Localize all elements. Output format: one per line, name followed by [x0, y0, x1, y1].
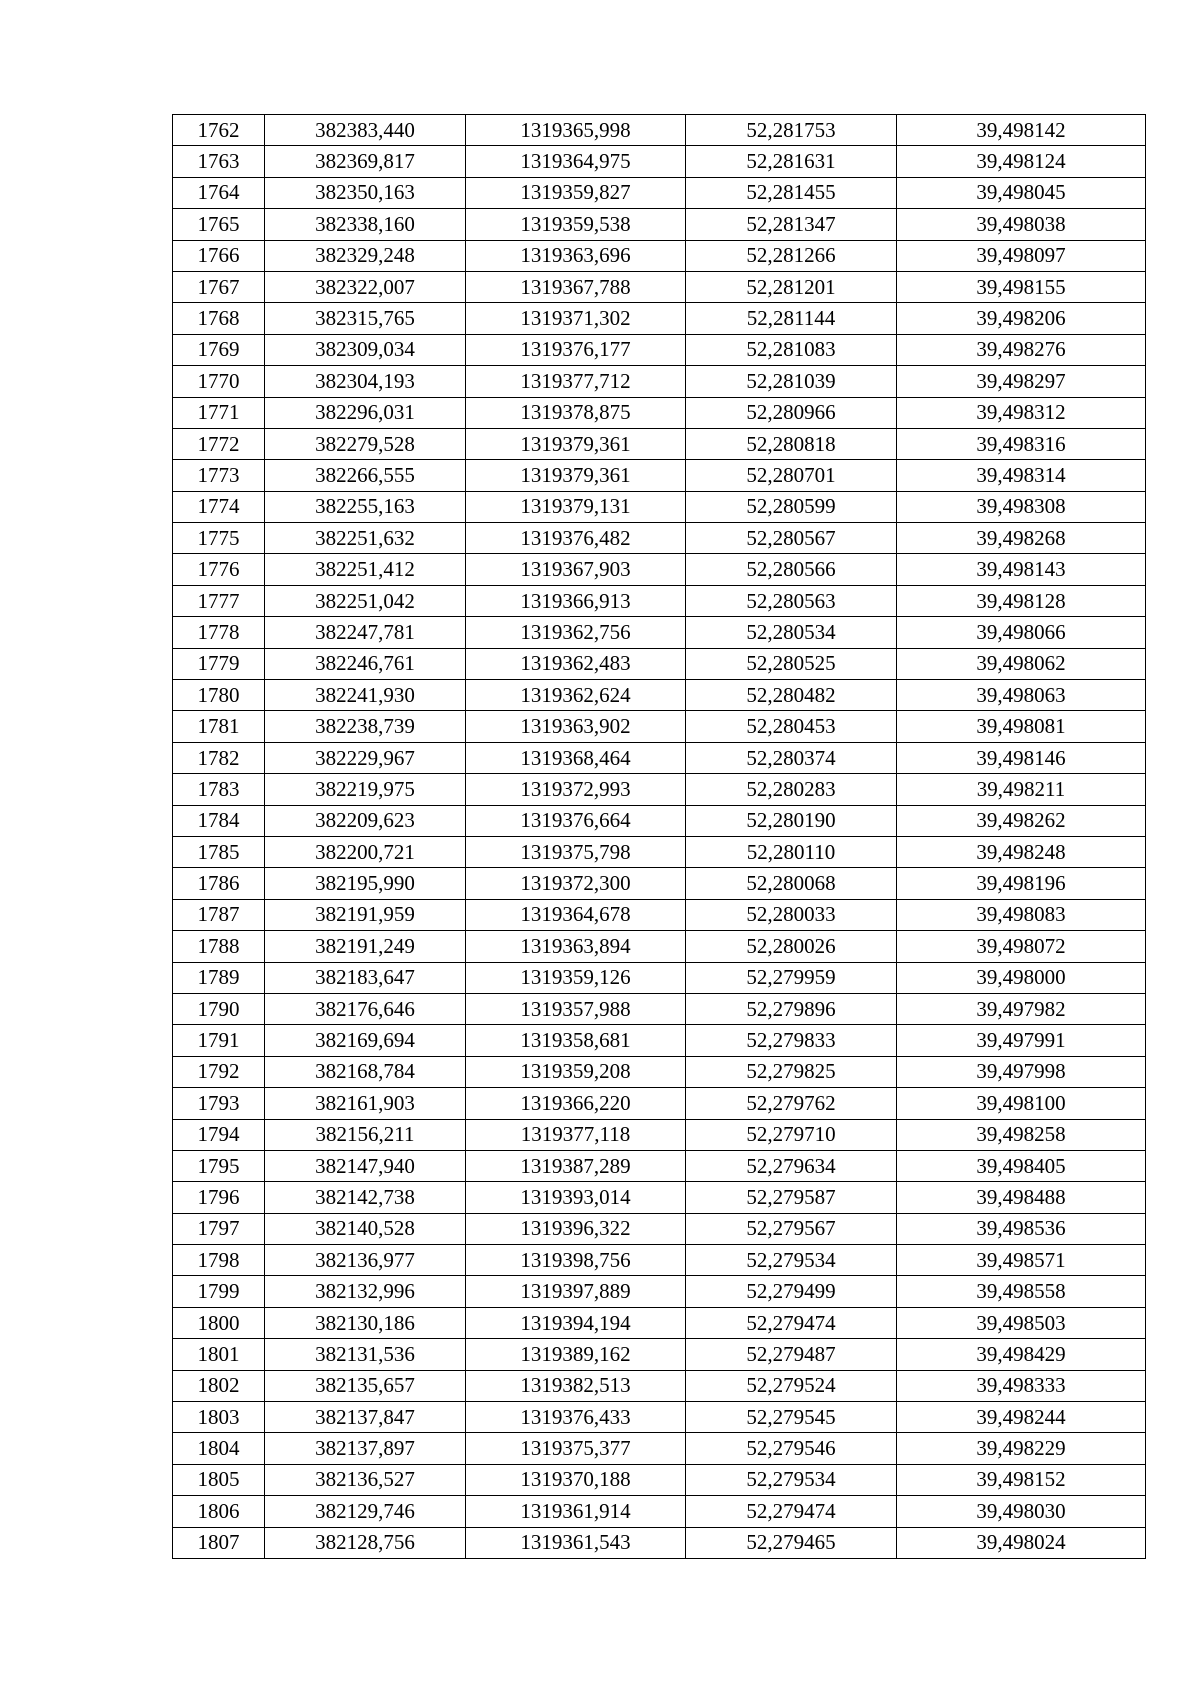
longitude-cell: 39,498211	[897, 774, 1146, 805]
coordinates-table-body	[173, 115, 1146, 1559]
y-coordinate-cell: 1319363,902	[466, 711, 686, 742]
point-number-cell: 1785	[173, 836, 265, 867]
latitude-cell: 52,280566	[686, 554, 897, 585]
latitude-cell: 52,279762	[686, 1088, 897, 1119]
latitude-cell: 52,281201	[686, 271, 897, 302]
point-number-cell: 1776	[173, 554, 265, 585]
longitude-cell: 39,498536	[897, 1213, 1146, 1244]
point-number-cell: 1799	[173, 1276, 265, 1307]
table-row	[173, 1088, 1146, 1119]
longitude-cell: 39,498258	[897, 1119, 1146, 1150]
longitude-cell: 39,498248	[897, 836, 1146, 867]
longitude-cell: 39,498100	[897, 1088, 1146, 1119]
x-coordinate-cell: 382191,249	[265, 931, 466, 962]
table-row	[173, 993, 1146, 1024]
table-row	[173, 1527, 1146, 1558]
latitude-cell: 52,281347	[686, 209, 897, 240]
x-coordinate-cell: 382241,930	[265, 680, 466, 711]
point-number-cell: 1773	[173, 460, 265, 491]
table-row	[173, 1496, 1146, 1527]
x-coordinate-cell: 382136,977	[265, 1245, 466, 1276]
point-number-cell: 1795	[173, 1150, 265, 1181]
latitude-cell: 52,280563	[686, 585, 897, 616]
table-row	[173, 334, 1146, 365]
table-row	[173, 491, 1146, 522]
table-row	[173, 931, 1146, 962]
point-number-cell: 1789	[173, 962, 265, 993]
x-coordinate-cell: 382322,007	[265, 271, 466, 302]
table-row	[173, 805, 1146, 836]
table-row	[173, 240, 1146, 271]
longitude-cell: 39,498081	[897, 711, 1146, 742]
x-coordinate-cell: 382132,996	[265, 1276, 466, 1307]
latitude-cell: 52,280534	[686, 617, 897, 648]
y-coordinate-cell: 1319367,903	[466, 554, 686, 585]
table-row	[173, 397, 1146, 428]
y-coordinate-cell: 1319396,322	[466, 1213, 686, 1244]
table-row	[173, 836, 1146, 867]
y-coordinate-cell: 1319397,889	[466, 1276, 686, 1307]
y-coordinate-cell: 1319378,875	[466, 397, 686, 428]
y-coordinate-cell: 1319359,827	[466, 177, 686, 208]
x-coordinate-cell: 382383,440	[265, 115, 466, 146]
y-coordinate-cell: 1319379,361	[466, 428, 686, 459]
x-coordinate-cell: 382369,817	[265, 146, 466, 177]
table-row	[173, 428, 1146, 459]
x-coordinate-cell: 382350,163	[265, 177, 466, 208]
table-row	[173, 1245, 1146, 1276]
latitude-cell: 52,280482	[686, 680, 897, 711]
latitude-cell: 52,280453	[686, 711, 897, 742]
latitude-cell: 52,280567	[686, 523, 897, 554]
latitude-cell: 52,281083	[686, 334, 897, 365]
point-number-cell: 1768	[173, 303, 265, 334]
x-coordinate-cell: 382209,623	[265, 805, 466, 836]
x-coordinate-cell: 382247,781	[265, 617, 466, 648]
table-row	[173, 1182, 1146, 1213]
table-row	[173, 1464, 1146, 1495]
x-coordinate-cell: 382135,657	[265, 1370, 466, 1401]
table-row	[173, 1056, 1146, 1087]
y-coordinate-cell: 1319389,162	[466, 1339, 686, 1370]
longitude-cell: 39,498405	[897, 1150, 1146, 1181]
document-page	[172, 114, 1145, 1559]
y-coordinate-cell: 1319376,433	[466, 1402, 686, 1433]
x-coordinate-cell: 382251,042	[265, 585, 466, 616]
longitude-cell: 39,497998	[897, 1056, 1146, 1087]
y-coordinate-cell: 1319359,208	[466, 1056, 686, 1087]
point-number-cell: 1797	[173, 1213, 265, 1244]
table-row	[173, 146, 1146, 177]
longitude-cell: 39,498268	[897, 523, 1146, 554]
point-number-cell: 1800	[173, 1307, 265, 1338]
table-row	[173, 648, 1146, 679]
x-coordinate-cell: 382238,739	[265, 711, 466, 742]
point-number-cell: 1792	[173, 1056, 265, 1087]
point-number-cell: 1793	[173, 1088, 265, 1119]
point-number-cell: 1796	[173, 1182, 265, 1213]
latitude-cell: 52,279545	[686, 1402, 897, 1433]
y-coordinate-cell: 1319382,513	[466, 1370, 686, 1401]
longitude-cell: 39,498062	[897, 648, 1146, 679]
table-row	[173, 366, 1146, 397]
point-number-cell: 1784	[173, 805, 265, 836]
longitude-cell: 39,498124	[897, 146, 1146, 177]
latitude-cell: 52,279825	[686, 1056, 897, 1087]
point-number-cell: 1788	[173, 931, 265, 962]
y-coordinate-cell: 1319375,377	[466, 1433, 686, 1464]
latitude-cell: 52,280525	[686, 648, 897, 679]
point-number-cell: 1772	[173, 428, 265, 459]
x-coordinate-cell: 382251,632	[265, 523, 466, 554]
point-number-cell: 1771	[173, 397, 265, 428]
y-coordinate-cell: 1319377,712	[466, 366, 686, 397]
y-coordinate-cell: 1319362,624	[466, 680, 686, 711]
latitude-cell: 52,279710	[686, 1119, 897, 1150]
point-number-cell: 1769	[173, 334, 265, 365]
x-coordinate-cell: 382266,555	[265, 460, 466, 491]
table-row	[173, 617, 1146, 648]
table-row	[173, 1402, 1146, 1433]
y-coordinate-cell: 1319363,696	[466, 240, 686, 271]
y-coordinate-cell: 1319376,177	[466, 334, 686, 365]
point-number-cell: 1775	[173, 523, 265, 554]
x-coordinate-cell: 382329,248	[265, 240, 466, 271]
table-row	[173, 680, 1146, 711]
point-number-cell: 1766	[173, 240, 265, 271]
table-row	[173, 1370, 1146, 1401]
longitude-cell: 39,498333	[897, 1370, 1146, 1401]
longitude-cell: 39,498229	[897, 1433, 1146, 1464]
point-number-cell: 1787	[173, 899, 265, 930]
latitude-cell: 52,280068	[686, 868, 897, 899]
latitude-cell: 52,280374	[686, 742, 897, 773]
longitude-cell: 39,498072	[897, 931, 1146, 962]
x-coordinate-cell: 382304,193	[265, 366, 466, 397]
longitude-cell: 39,498038	[897, 209, 1146, 240]
x-coordinate-cell: 382219,975	[265, 774, 466, 805]
y-coordinate-cell: 1319379,361	[466, 460, 686, 491]
longitude-cell: 39,497991	[897, 1025, 1146, 1056]
y-coordinate-cell: 1319393,014	[466, 1182, 686, 1213]
point-number-cell: 1806	[173, 1496, 265, 1527]
latitude-cell: 52,279833	[686, 1025, 897, 1056]
y-coordinate-cell: 1319365,998	[466, 115, 686, 146]
latitude-cell: 52,279634	[686, 1150, 897, 1181]
x-coordinate-cell: 382200,721	[265, 836, 466, 867]
point-number-cell: 1765	[173, 209, 265, 240]
longitude-cell: 39,498063	[897, 680, 1146, 711]
y-coordinate-cell: 1319370,188	[466, 1464, 686, 1495]
x-coordinate-cell: 382183,647	[265, 962, 466, 993]
point-number-cell: 1780	[173, 680, 265, 711]
table-row	[173, 1119, 1146, 1150]
x-coordinate-cell: 382315,765	[265, 303, 466, 334]
x-coordinate-cell: 382251,412	[265, 554, 466, 585]
latitude-cell: 52,279487	[686, 1339, 897, 1370]
x-coordinate-cell: 382137,897	[265, 1433, 466, 1464]
latitude-cell: 52,281039	[686, 366, 897, 397]
longitude-cell: 39,498196	[897, 868, 1146, 899]
y-coordinate-cell: 1319361,914	[466, 1496, 686, 1527]
y-coordinate-cell: 1319359,126	[466, 962, 686, 993]
latitude-cell: 52,281266	[686, 240, 897, 271]
latitude-cell: 52,280701	[686, 460, 897, 491]
table-row	[173, 742, 1146, 773]
x-coordinate-cell: 382136,527	[265, 1464, 466, 1495]
table-row	[173, 115, 1146, 146]
point-number-cell: 1783	[173, 774, 265, 805]
coordinates-table	[172, 114, 1146, 1559]
table-row	[173, 303, 1146, 334]
table-row	[173, 523, 1146, 554]
y-coordinate-cell: 1319363,894	[466, 931, 686, 962]
table-row	[173, 962, 1146, 993]
point-number-cell: 1779	[173, 648, 265, 679]
table-row	[173, 460, 1146, 491]
latitude-cell: 52,280283	[686, 774, 897, 805]
longitude-cell: 39,498206	[897, 303, 1146, 334]
x-coordinate-cell: 382129,746	[265, 1496, 466, 1527]
y-coordinate-cell: 1319376,482	[466, 523, 686, 554]
longitude-cell: 39,498083	[897, 899, 1146, 930]
point-number-cell: 1798	[173, 1245, 265, 1276]
point-number-cell: 1782	[173, 742, 265, 773]
table-row	[173, 1150, 1146, 1181]
latitude-cell: 52,279534	[686, 1464, 897, 1495]
latitude-cell: 52,279567	[686, 1213, 897, 1244]
point-number-cell: 1781	[173, 711, 265, 742]
x-coordinate-cell: 382255,163	[265, 491, 466, 522]
longitude-cell: 39,497982	[897, 993, 1146, 1024]
y-coordinate-cell: 1319376,664	[466, 805, 686, 836]
y-coordinate-cell: 1319372,300	[466, 868, 686, 899]
point-number-cell: 1790	[173, 993, 265, 1024]
longitude-cell: 39,498142	[897, 115, 1146, 146]
table-row	[173, 209, 1146, 240]
latitude-cell: 52,279474	[686, 1496, 897, 1527]
x-coordinate-cell: 382191,959	[265, 899, 466, 930]
latitude-cell: 52,280966	[686, 397, 897, 428]
latitude-cell: 52,280818	[686, 428, 897, 459]
latitude-cell: 52,280110	[686, 836, 897, 867]
longitude-cell: 39,498128	[897, 585, 1146, 616]
latitude-cell: 52,280033	[686, 899, 897, 930]
table-row	[173, 1025, 1146, 1056]
longitude-cell: 39,498429	[897, 1339, 1146, 1370]
x-coordinate-cell: 382130,186	[265, 1307, 466, 1338]
latitude-cell: 52,280026	[686, 931, 897, 962]
x-coordinate-cell: 382176,646	[265, 993, 466, 1024]
table-row	[173, 1276, 1146, 1307]
longitude-cell: 39,498262	[897, 805, 1146, 836]
y-coordinate-cell: 1319367,788	[466, 271, 686, 302]
latitude-cell: 52,281144	[686, 303, 897, 334]
latitude-cell: 52,279465	[686, 1527, 897, 1558]
y-coordinate-cell: 1319372,993	[466, 774, 686, 805]
x-coordinate-cell: 382229,967	[265, 742, 466, 773]
y-coordinate-cell: 1319359,538	[466, 209, 686, 240]
y-coordinate-cell: 1319364,975	[466, 146, 686, 177]
y-coordinate-cell: 1319358,681	[466, 1025, 686, 1056]
x-coordinate-cell: 382147,940	[265, 1150, 466, 1181]
x-coordinate-cell: 382168,784	[265, 1056, 466, 1087]
x-coordinate-cell: 382169,694	[265, 1025, 466, 1056]
latitude-cell: 52,279546	[686, 1433, 897, 1464]
table-row	[173, 554, 1146, 585]
x-coordinate-cell: 382128,756	[265, 1527, 466, 1558]
latitude-cell: 52,279534	[686, 1245, 897, 1276]
longitude-cell: 39,498297	[897, 366, 1146, 397]
point-number-cell: 1767	[173, 271, 265, 302]
latitude-cell: 52,281631	[686, 146, 897, 177]
longitude-cell: 39,498308	[897, 491, 1146, 522]
longitude-cell: 39,498000	[897, 962, 1146, 993]
longitude-cell: 39,498503	[897, 1307, 1146, 1338]
longitude-cell: 39,498571	[897, 1245, 1146, 1276]
y-coordinate-cell: 1319398,756	[466, 1245, 686, 1276]
latitude-cell: 52,280599	[686, 491, 897, 522]
point-number-cell: 1803	[173, 1402, 265, 1433]
longitude-cell: 39,498312	[897, 397, 1146, 428]
longitude-cell: 39,498097	[897, 240, 1146, 271]
x-coordinate-cell: 382309,034	[265, 334, 466, 365]
x-coordinate-cell: 382137,847	[265, 1402, 466, 1433]
longitude-cell: 39,498146	[897, 742, 1146, 773]
latitude-cell: 52,279959	[686, 962, 897, 993]
table-row	[173, 1339, 1146, 1370]
table-row	[173, 711, 1146, 742]
y-coordinate-cell: 1319366,913	[466, 585, 686, 616]
y-coordinate-cell: 1319366,220	[466, 1088, 686, 1119]
y-coordinate-cell: 1319357,988	[466, 993, 686, 1024]
point-number-cell: 1764	[173, 177, 265, 208]
x-coordinate-cell: 382161,903	[265, 1088, 466, 1119]
table-row	[173, 868, 1146, 899]
y-coordinate-cell: 1319371,302	[466, 303, 686, 334]
x-coordinate-cell: 382140,528	[265, 1213, 466, 1244]
longitude-cell: 39,498244	[897, 1402, 1146, 1433]
longitude-cell: 39,498024	[897, 1527, 1146, 1558]
x-coordinate-cell: 382296,031	[265, 397, 466, 428]
point-number-cell: 1778	[173, 617, 265, 648]
longitude-cell: 39,498143	[897, 554, 1146, 585]
latitude-cell: 52,279474	[686, 1307, 897, 1338]
table-row	[173, 1433, 1146, 1464]
latitude-cell: 52,281455	[686, 177, 897, 208]
y-coordinate-cell: 1319362,756	[466, 617, 686, 648]
latitude-cell: 52,281753	[686, 115, 897, 146]
table-row	[173, 271, 1146, 302]
x-coordinate-cell: 382156,211	[265, 1119, 466, 1150]
point-number-cell: 1791	[173, 1025, 265, 1056]
x-coordinate-cell: 382131,536	[265, 1339, 466, 1370]
x-coordinate-cell: 382195,990	[265, 868, 466, 899]
longitude-cell: 39,498066	[897, 617, 1146, 648]
longitude-cell: 39,498155	[897, 271, 1146, 302]
point-number-cell: 1802	[173, 1370, 265, 1401]
x-coordinate-cell: 382338,160	[265, 209, 466, 240]
latitude-cell: 52,279896	[686, 993, 897, 1024]
table-row	[173, 1307, 1146, 1338]
point-number-cell: 1807	[173, 1527, 265, 1558]
point-number-cell: 1794	[173, 1119, 265, 1150]
table-row	[173, 585, 1146, 616]
point-number-cell: 1804	[173, 1433, 265, 1464]
point-number-cell: 1770	[173, 366, 265, 397]
y-coordinate-cell: 1319387,289	[466, 1150, 686, 1181]
y-coordinate-cell: 1319361,543	[466, 1527, 686, 1558]
y-coordinate-cell: 1319362,483	[466, 648, 686, 679]
x-coordinate-cell: 382279,528	[265, 428, 466, 459]
y-coordinate-cell: 1319364,678	[466, 899, 686, 930]
latitude-cell: 52,279499	[686, 1276, 897, 1307]
latitude-cell: 52,280190	[686, 805, 897, 836]
point-number-cell: 1801	[173, 1339, 265, 1370]
point-number-cell: 1774	[173, 491, 265, 522]
x-coordinate-cell: 382246,761	[265, 648, 466, 679]
longitude-cell: 39,498316	[897, 428, 1146, 459]
longitude-cell: 39,498314	[897, 460, 1146, 491]
latitude-cell: 52,279524	[686, 1370, 897, 1401]
y-coordinate-cell: 1319368,464	[466, 742, 686, 773]
table-row	[173, 1213, 1146, 1244]
x-coordinate-cell: 382142,738	[265, 1182, 466, 1213]
latitude-cell: 52,279587	[686, 1182, 897, 1213]
point-number-cell: 1805	[173, 1464, 265, 1495]
longitude-cell: 39,498045	[897, 177, 1146, 208]
y-coordinate-cell: 1319377,118	[466, 1119, 686, 1150]
longitude-cell: 39,498488	[897, 1182, 1146, 1213]
point-number-cell: 1762	[173, 115, 265, 146]
y-coordinate-cell: 1319375,798	[466, 836, 686, 867]
point-number-cell: 1786	[173, 868, 265, 899]
point-number-cell: 1763	[173, 146, 265, 177]
table-row	[173, 899, 1146, 930]
point-number-cell: 1777	[173, 585, 265, 616]
longitude-cell: 39,498152	[897, 1464, 1146, 1495]
longitude-cell: 39,498276	[897, 334, 1146, 365]
longitude-cell: 39,498030	[897, 1496, 1146, 1527]
table-row	[173, 774, 1146, 805]
y-coordinate-cell: 1319394,194	[466, 1307, 686, 1338]
y-coordinate-cell: 1319379,131	[466, 491, 686, 522]
longitude-cell: 39,498558	[897, 1276, 1146, 1307]
table-row	[173, 177, 1146, 208]
